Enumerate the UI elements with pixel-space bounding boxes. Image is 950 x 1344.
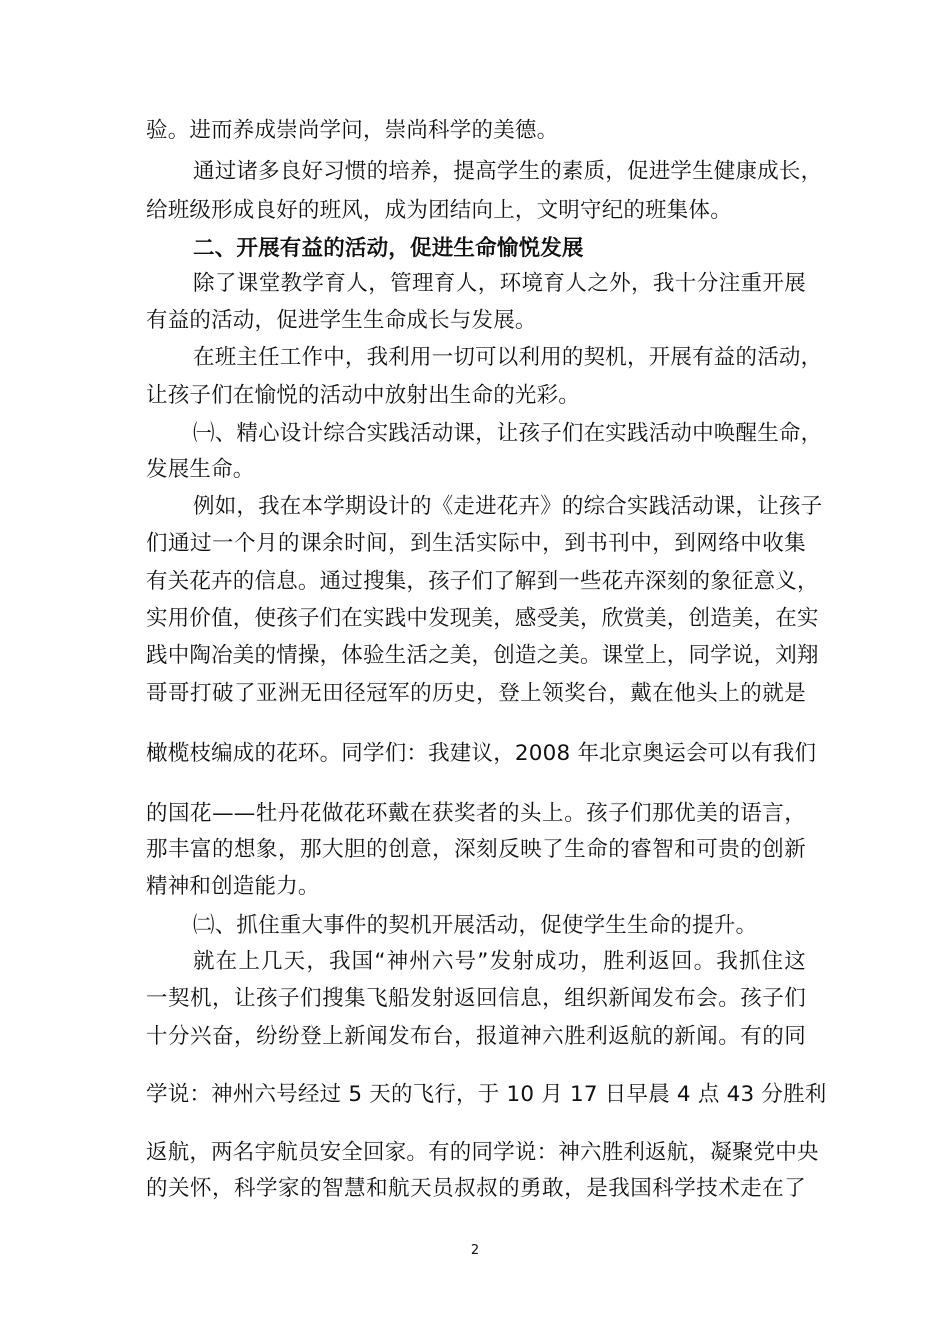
subsection-heading: ㈠、精心设计综合实践活动课，让孩子们在实践活动中唤醒生命， xyxy=(193,421,823,446)
text-line: 精神和创造能力。 xyxy=(146,874,320,899)
text-line: 让孩子们在愉悦的活动中放射出生命的光彩。 xyxy=(146,383,581,408)
text-line: 的国花——牡丹花做花环戴在获奖者的头上。孩子们那优美的语言， xyxy=(146,801,806,826)
text-line: 给班级形成良好的班风，成为团结向上，文明守纪的班集体。 xyxy=(146,198,732,223)
text-line: 就在上几天，我国“神州六号”发射成功，胜利返回。我抓住这 xyxy=(193,949,806,974)
text-line: 有益的活动，促进学生生命成长与发展。 xyxy=(146,308,537,333)
text-line: 学说：神州六号经过 5 天的飞行，于 10 月 17 日早晨 4 点 43 分胜利 xyxy=(146,1082,827,1107)
page-number: 2 xyxy=(470,1243,480,1258)
text-line: 十分兴奋，纷纷登上新闻发布台，报道神六胜利返航的新闻。有的同 xyxy=(146,1024,806,1049)
text-line: 哥哥打破了亚洲无田径冠军的历史，登上领奖台，戴在他头上的就是 xyxy=(146,681,806,706)
text-line: 通过诸多良好习惯的培养，提高学生的素质，促进学生健康成长， xyxy=(193,159,823,184)
text-line: 发展生命。 xyxy=(146,457,255,482)
text-line: 例如，我在本学期设计的《走进花卉》的综合实践活动课，让孩子 xyxy=(193,494,823,519)
text-line: 在班主任工作中，我利用一切可以利用的契机，开展有益的活动， xyxy=(193,345,823,370)
text-line: 践中陶冶美的情操，体验生活之美，创造之美。课堂上，同学说，刘翔 xyxy=(146,643,819,668)
text-line: 除了课堂教学育人，管理育人，环境育人之外，我十分注重开展 xyxy=(193,271,806,296)
text-line: 有关花卉的信息。通过搜集，孩子们了解到一些花卉深刻的象征意义， xyxy=(146,569,819,594)
subsection-heading: ㈡、抓住重大事件的契机开展活动，促使学生生命的提升。 xyxy=(193,913,758,938)
text-line: 返航，两名宇航员安全回家。有的同学说：神六胜利返航，凝聚党中央 xyxy=(146,1140,819,1165)
text-line: 一契机，让孩子们搜集飞船发射返回信息，组织新闻发布会。孩子们 xyxy=(146,986,806,1011)
text-line: 橄榄枝编成的花环。同学们：我建议，2008 年北京奥运会可以有我们 xyxy=(146,741,817,766)
text-line: 那丰富的想象，那大胆的创意，深刻反映了生命的睿智和可贵的创新 xyxy=(146,837,806,862)
text-line: 验。进而养成崇尚学问，崇尚科学的美德。 xyxy=(146,118,559,143)
text-line: 们通过一个月的课余时间，到生活实际中，到书刊中，到网络中收集 xyxy=(146,531,806,556)
text-line: 实用价值，使孩子们在实践中发现美，感受美，欣赏美，创造美，在实 xyxy=(146,606,819,631)
text-line: 的关怀，科学家的智慧和航天员叔叔的勇敢，是我国科学技术走在了 xyxy=(146,1176,806,1201)
section-heading: 二、开展有益的活动，促进生命愉悦发展 xyxy=(193,236,584,261)
